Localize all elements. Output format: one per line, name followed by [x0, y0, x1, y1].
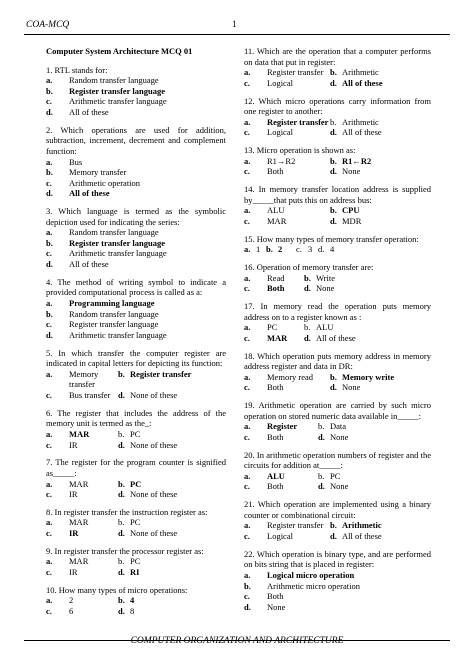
question-text: 6. The register that includes the address of the memory unit is termed as the_:: [46, 407, 226, 429]
option-b: b. PC: [118, 556, 141, 567]
footer-text: COMPUTER ORGANIZATION AND ARCHITECTURE: [130, 636, 344, 646]
option-c: c. Bus transfer: [46, 389, 111, 400]
question-6: [46, 408, 226, 450]
option-d: d. None of these: [118, 389, 178, 400]
option-d: d. None of these: [118, 439, 178, 450]
option-c: c. Both: [244, 382, 284, 393]
options-inline: a. 1 b. 2 c. 3 d. 4: [244, 244, 335, 255]
option-c: c. Both: [244, 481, 284, 492]
option-c: c. Logical: [244, 77, 293, 88]
question-22: [244, 549, 431, 613]
question-text: 13. Micro operation is shown as:: [244, 145, 356, 156]
question-text: 3. Which language is termed as the symbolic depiction used for indicating the series:: [46, 206, 226, 227]
option-d: d. Arithmetic transfer language: [46, 329, 167, 340]
option-d: d. None: [318, 431, 349, 442]
option-a: a. ALU: [244, 470, 285, 481]
option-a: a. Register: [244, 421, 298, 432]
question-10: [46, 585, 226, 617]
option-b: b. PC: [118, 517, 141, 528]
option-b: b. Register transfer language: [46, 85, 166, 96]
option-b: b. CPU: [330, 205, 360, 216]
option-a: a. Programming language: [46, 298, 155, 309]
option-b: b. PC: [118, 478, 142, 489]
option-a: a. Logical micro operation: [244, 570, 355, 580]
right-column: [244, 46, 431, 620]
question-text: 1. RTL stands for:: [46, 64, 108, 75]
option-a: a. Bus: [46, 156, 83, 167]
header-left: COA-MCQ: [26, 20, 70, 30]
option-c: c. Arithmetic transfer language: [46, 96, 167, 107]
option-a: a. MAR: [46, 428, 90, 439]
question-20: [244, 450, 431, 492]
option-b: b. Register transfer: [118, 368, 192, 379]
option-a: a. MAR: [46, 478, 89, 489]
option-c: c. IR: [46, 528, 79, 539]
option-a: a. MAR: [46, 517, 89, 528]
option-d: d. All of these: [304, 332, 356, 343]
question-17: [244, 301, 431, 343]
option-a: a. Memory read: [244, 371, 314, 382]
option-d: d. None: [318, 481, 349, 492]
question-text: 21. Which operation are implemented using a binary counter or combinational circuit:: [244, 499, 431, 520]
option-d: d. 8: [118, 606, 135, 616]
question-2: [46, 125, 226, 199]
option-a: a. 2: [46, 595, 74, 606]
option-c: c. Both: [244, 283, 285, 294]
option-b: b. Write: [304, 272, 336, 283]
option-d: d. None of these: [118, 489, 178, 500]
option-d: d. None of these: [118, 528, 178, 539]
question-text: 5. In which transfer the computer register are indicated in capital letters for depicting its function:: [46, 347, 226, 369]
option-a: a. Register transfer: [244, 520, 324, 531]
question-8: [46, 507, 226, 539]
option-d: d. MDR: [330, 215, 362, 226]
option-c: c. MAR: [244, 215, 287, 226]
option-d: d. All of these: [46, 106, 109, 117]
question-12: [244, 96, 431, 138]
question-text: 11. Which are the operation that a computer performs on data that put in register:: [244, 46, 431, 67]
document-title: Computer System Architecture MCQ 01: [46, 46, 193, 56]
question-text: 15. How many types of memory transfer operation:: [244, 233, 419, 244]
question-7: [46, 457, 226, 499]
option-c: c. Logical: [244, 127, 293, 138]
option-c: c. Both: [244, 166, 284, 177]
option-a: a. Read: [244, 272, 285, 283]
question-text: 2. Which operations are used for addition, subtraction, increment, decrement and complement function:: [46, 124, 226, 156]
left-column: [46, 46, 226, 624]
option-b: b. Arithmetic: [330, 67, 379, 78]
option-a: a. PC: [244, 322, 278, 333]
option-b: b. ALU: [304, 322, 334, 333]
option-b: b. Register transfer language: [46, 237, 166, 248]
question-11: [244, 46, 431, 88]
page-number: 1: [232, 20, 237, 30]
question-15: [244, 234, 431, 255]
option-d: d. All of these: [46, 259, 109, 270]
option-b: b. R1←R2: [330, 155, 372, 166]
option-b: b. 4: [118, 595, 135, 606]
question-text: 7. The register for the program counter is signified as_____:: [46, 457, 226, 478]
option-c: c. IR: [46, 439, 78, 450]
option-b: b. Arithmetic: [330, 116, 379, 127]
question-text: 9. In register transfer the processor register as:: [46, 545, 204, 556]
option-d: d. None: [244, 601, 286, 612]
option-c: c. IR: [46, 567, 78, 578]
option-d: d. RI: [118, 567, 140, 578]
option-c: c. Both: [244, 431, 284, 442]
question-9: [46, 546, 226, 578]
option-c: c. Arithmetic transfer language: [46, 248, 167, 259]
question-1: [46, 65, 226, 118]
option-d: d. All of these: [330, 77, 383, 88]
option-d: d. None: [330, 166, 361, 177]
question-text: 17. In memory read the operation puts memory address on to a register known as :: [244, 301, 431, 322]
question-19: [244, 400, 431, 442]
option-d: d. None: [304, 283, 335, 294]
question-text: 12. Which micro operations carry information from one register to another:: [244, 95, 431, 117]
question-3: [46, 206, 226, 270]
question-14: [244, 184, 431, 226]
question-4: [46, 277, 226, 341]
option-a: a. R1→R2: [244, 155, 296, 166]
option-a: a. ALU: [244, 205, 285, 216]
option-a: a. MAR: [46, 556, 89, 567]
question-text: 22. Which operation is binary type, and are performed on bits string that is placed in register:: [244, 548, 431, 570]
header-rule: [24, 34, 450, 35]
option-a: a. Register transfer: [244, 116, 329, 127]
question-text: 19. Arithmetic operation are carried by such micro operation on stored numeric data available in_____:: [244, 400, 431, 421]
option-c: c. MAR: [244, 332, 288, 343]
option-a: a. Register transfer: [244, 67, 324, 78]
option-d: d. All of these: [330, 531, 382, 542]
question-21: [244, 499, 431, 541]
question-text: 18. Which operation puts memory address in memory address register and data in DR:: [244, 350, 431, 372]
option-b: b. PC: [318, 470, 341, 481]
question-text: 14. In memory transfer location address is supplied by_____that puts this on address bus:: [244, 184, 431, 205]
question-13: [244, 145, 431, 177]
question-18: [244, 351, 431, 393]
option-d: d. None: [330, 382, 361, 393]
option-a: a. Random transfer language: [46, 227, 159, 238]
question-text: 16. Operation of memory transfer are:: [244, 262, 374, 273]
option-c: c. 6: [46, 606, 74, 616]
question-text: 8. In register transfer the instruction register as:: [46, 506, 208, 517]
option-b: b. Memory transfer: [46, 167, 127, 178]
option-d: d. All of these: [46, 188, 110, 199]
option-b: b. Data: [318, 421, 347, 432]
option-b: b. Memory write: [330, 371, 395, 382]
option-c: c. Register transfer language: [46, 319, 159, 330]
option-b: b. PC: [118, 428, 141, 439]
option-a: a. Memory transfer: [46, 368, 99, 390]
option-b: b. Arithmetic micro operation: [244, 580, 360, 591]
option-c: c. IR: [46, 489, 78, 500]
question-text: 20. In arithmetic operation numbers of register and the circuits for addition at_____:: [244, 449, 431, 471]
option-c: c. Arithmetic operation: [46, 177, 141, 188]
option-a: a. Random transfer language: [46, 75, 159, 86]
option-c: c. Logical: [244, 531, 293, 542]
option-c: c. Both: [244, 591, 284, 602]
question-5: [46, 348, 226, 401]
option-b: b. Random transfer language: [46, 308, 159, 319]
option-b: b. Arithmetic: [330, 520, 382, 531]
question-16: [244, 262, 431, 294]
question-text: 10. How many types of micro operations:: [46, 584, 188, 595]
question-text: 4. The method of writing symbol to indicate a provided computational process is called as a:: [46, 276, 226, 298]
option-d: d. All of these: [330, 127, 382, 138]
